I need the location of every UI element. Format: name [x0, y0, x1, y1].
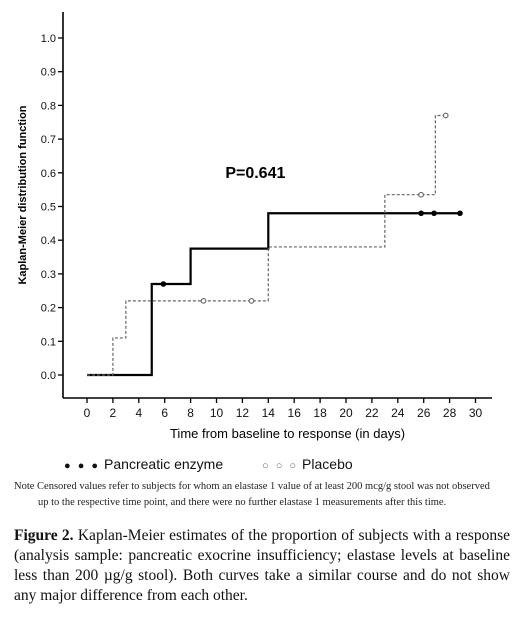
x-tick-label: 30 [468, 406, 483, 420]
x-tick-label: 20 [339, 406, 353, 420]
y-tick-label: 0.8 [40, 100, 56, 113]
y-tick-label: 0.4 [40, 235, 56, 248]
x-tick-label: 24 [391, 406, 405, 420]
x-tick-label: 18 [313, 406, 327, 420]
x-tick-label: 4 [135, 406, 143, 420]
figure-caption [14, 526, 510, 606]
legend-label-placebo: Placebo [302, 456, 353, 472]
series-line-pancreatic-enzyme [87, 213, 463, 375]
y-tick-label: 0.0 [40, 370, 56, 382]
x-tick-label: 0 [83, 406, 91, 420]
censored-point-placebo [443, 113, 448, 118]
censored-point-placebo [201, 299, 206, 304]
y-tick-label: 0.5 [40, 201, 56, 214]
chart-series [87, 113, 463, 375]
figure-label: Figure 2. [14, 527, 74, 544]
x-axis-label: Time from baseline to response (in days) [169, 426, 406, 441]
y-tick-label: 0.7 [40, 134, 56, 147]
y-tick-label: 0.6 [40, 167, 56, 180]
p-value-annotation: P=0.641 [225, 164, 286, 182]
censored-point-pancreatic-enzyme [418, 210, 424, 216]
censored-point-placebo [419, 192, 424, 197]
x-tick-label: 22 [365, 406, 379, 420]
x-tick-label: 12 [235, 406, 250, 420]
legend-item-placebo [262, 456, 353, 472]
x-tick-label: 8 [187, 406, 194, 420]
chart-axes [41, 12, 492, 420]
y-axis-label: Kaplan-Meier distribution function [17, 105, 29, 285]
censored-point-pancreatic-enzyme [431, 210, 437, 216]
y-tick-label: 0.3 [40, 268, 56, 281]
note-line-1: Note Censored values refer to subjects for whom an elastase 1 value of at least 200 mcg/g stool was not observed [14, 481, 490, 492]
censored-point-pancreatic-enzyme [161, 281, 167, 287]
y-tick-label: 0.9 [40, 66, 56, 79]
x-tick-label: 14 [261, 406, 275, 420]
x-tick-label: 16 [287, 406, 301, 420]
x-tick-label: 28 [442, 406, 457, 420]
series-line-placebo [87, 116, 446, 375]
legend-label-pancreatic-enzyme: Pancreatic enzyme [104, 456, 224, 472]
x-tick-label: 26 [417, 406, 431, 420]
note-line-2: up to the respective time point, and there were no further elastase 1 measurements after this time. [38, 497, 447, 508]
y-tick-label: 1.0 [40, 33, 56, 45]
open-dot-legend-icon: ○ ○ ○ [262, 460, 299, 472]
censored-point-pancreatic-enzyme [457, 210, 463, 216]
censoring-note [14, 479, 504, 511]
x-tick-label: 6 [161, 406, 169, 420]
x-tick-label: 10 [209, 406, 224, 420]
y-tick-label: 0.1 [40, 336, 56, 349]
y-tick-label: 0.2 [40, 302, 56, 315]
filled-dot-legend-icon: ● ● ● [64, 460, 101, 472]
x-tick-label: 2 [109, 406, 117, 420]
censored-point-placebo [249, 299, 254, 304]
figure-caption-text: Kaplan-Meier estimates of the proportion of subjects with a response (analysis sample: pancreatic exocrine insufficiency; elastase levels at baseline less than 200 µg/g stool). Both curves take a similar course and do not show any major difference from each other. [14, 527, 510, 604]
legend-item-pancreatic-enzyme [64, 456, 223, 472]
